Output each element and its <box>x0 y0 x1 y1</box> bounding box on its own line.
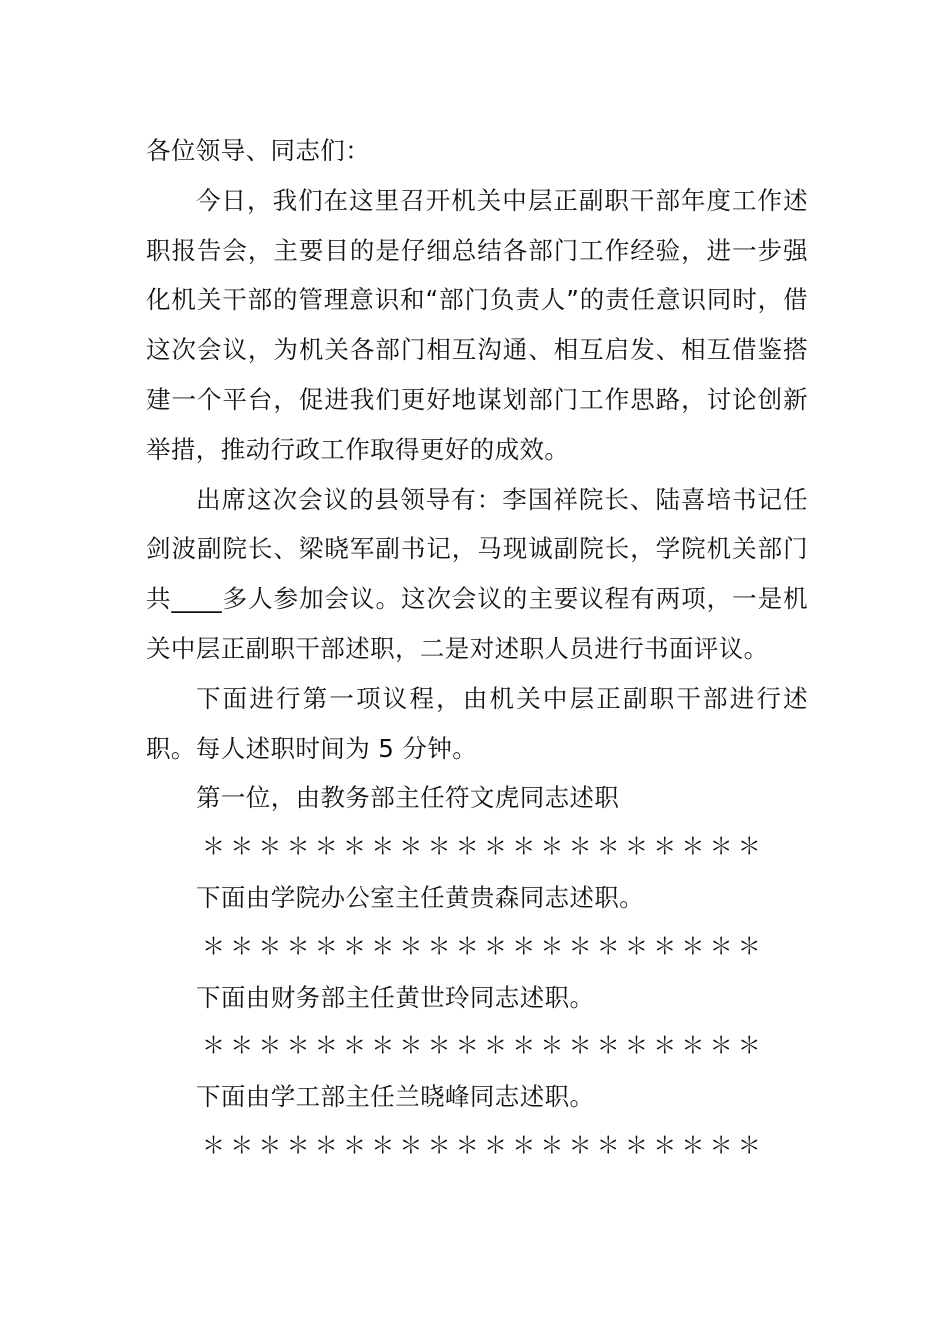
paragraph-attendees: 出席这次会议的县领导有：李国祥院长、陆喜培书记任剑波副院长、梁晓军副书记，马现诚副院长，学院机关部门共____多人参加会议。这次会议的主要议程有两项，一是机关中层正副职干部述职，二是对述职人员进行书面评议。 <box>146 484 808 663</box>
separator-line: ＊＊＊＊＊＊＊＊＊＊＊＊＊＊＊＊＊＊＊＊ <box>202 1033 766 1060</box>
document-body <box>146 126 808 1172</box>
separator-line: ＊＊＊＊＊＊＊＊＊＊＊＊＊＊＊＊＊＊＊＊ <box>202 1132 766 1159</box>
agenda-item: 下面由财务部主任黄世玲同志述职。 <box>196 982 595 1012</box>
agenda-item: 第一位，由教务部主任符文虎同志述职 <box>196 783 620 813</box>
agenda-item: 下面由学工部主任兰晓峰同志述职。 <box>196 1082 595 1112</box>
paragraph-opening: 今日，我们在这里召开机关中层正副职干部年度工作述职报告会，主要目的是仔细总结各部门工作经验，进一步强化机关干部的管理意识和“部门负责人”的责任意识同时，借这次会议，为机关各部门相互沟通、相互启发、相互借鉴搭建一个平台，促进我们更好地谋划部门工作思路，讨论创新举措，推动行政工作取得更好的成效。 <box>146 185 808 464</box>
agenda-item: 下面由学院办公室主任黄贵森同志述职。 <box>196 882 645 912</box>
separator-line: ＊＊＊＊＊＊＊＊＊＊＊＊＊＊＊＊＊＊＊＊ <box>202 834 766 861</box>
paragraph-agenda-intro: 下面进行第一项议程，由机关中层正副职干部进行述职。每人述职时间为 5 分钟。 <box>146 683 808 763</box>
salutation: 各位领导、同志们： <box>146 136 371 165</box>
separator-line: ＊＊＊＊＊＊＊＊＊＊＊＊＊＊＊＊＊＊＊＊ <box>202 933 766 960</box>
